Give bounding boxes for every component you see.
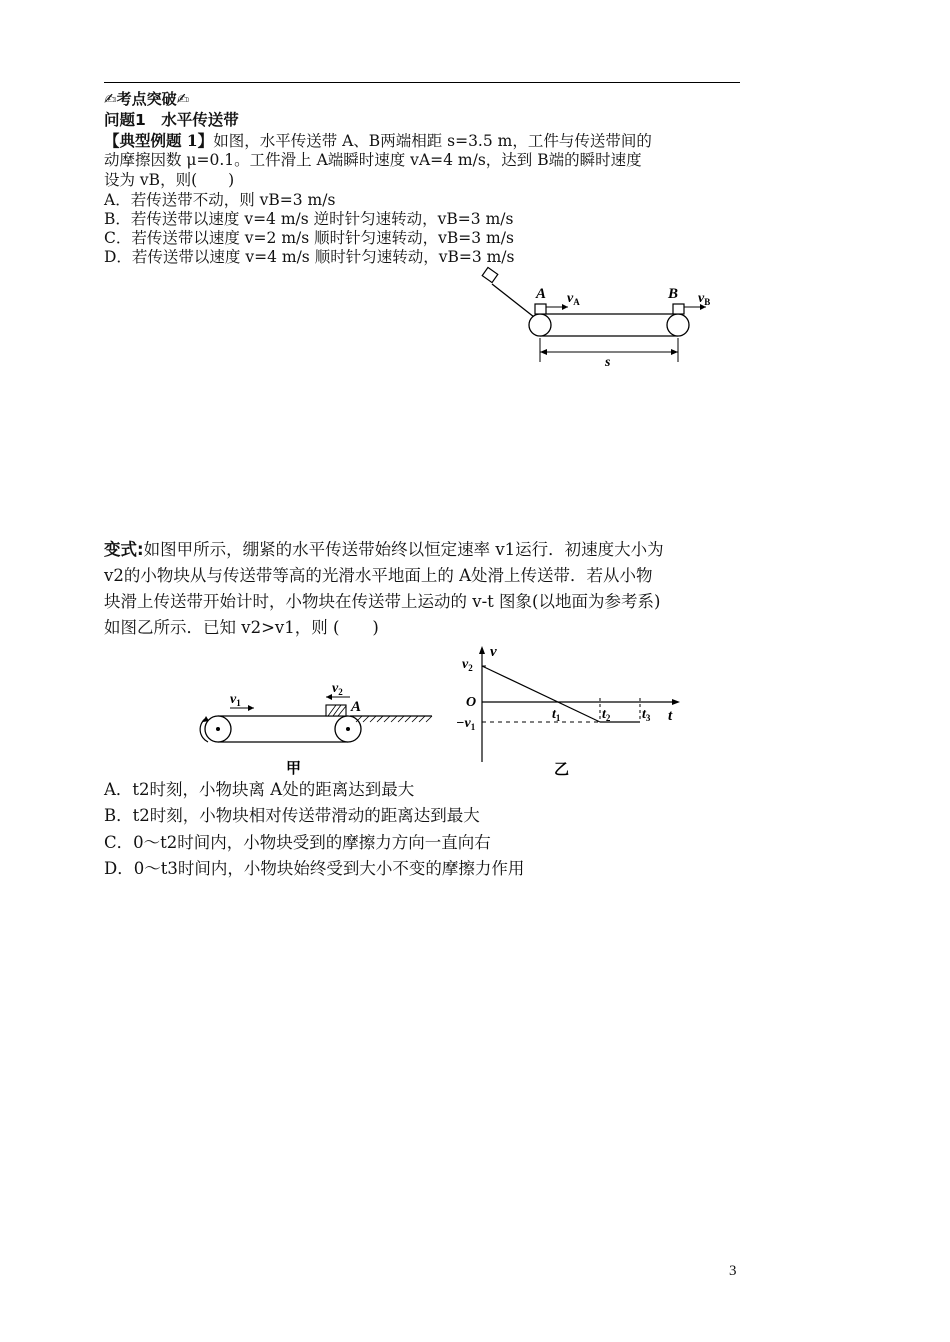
variant-line1-text: 如图甲所示，绷紧的水平传送带始终以恒定速率 v1运行．初速度大小为 (143, 540, 664, 559)
variant-line4: 如图乙所示．已知 v2>v1，则 ( ) (104, 618, 379, 637)
figure-jia (190, 672, 440, 778)
caption-yi: 乙 (554, 762, 570, 778)
problem1-line1 (104, 131, 652, 151)
label-b: B (668, 286, 679, 302)
label-t2: $t_2$ (602, 707, 611, 723)
header-rule (104, 82, 740, 83)
vt-decline (482, 666, 600, 722)
variant-option-a: A．t2时刻，小物块离 A处的距离达到最大 (104, 780, 415, 799)
incoming-block (482, 267, 498, 282)
v-axis-arrow (479, 646, 485, 654)
variant-line2: v2的小物块从与传送带等高的光滑水平地面上的 A处滑上传送带．若从小物 (104, 566, 653, 585)
variant-line3: 块滑上传送带开始计时，小物块在传送带上运动的 v-t 图象(以地面为参考系) (104, 592, 661, 611)
caption-jia: 甲 (286, 761, 302, 777)
section-marker: ✍考点突破✍ (104, 90, 190, 108)
label-neg-v1: $-v_1$ (456, 716, 476, 732)
problem1-option-d: D．若传送带以速度 v=4 m/s 顺时针匀速转动，vB=3 m/s (104, 248, 515, 266)
label-v2-jia: $v_2$ (332, 681, 343, 697)
label-v: v (490, 644, 497, 660)
pulley-left-axle (216, 727, 220, 731)
problem1-option-a: A．若传送带不动，则 vB=3 m/s (104, 191, 336, 209)
problem1-option-c: C．若传送带以速度 v=2 m/s 顺时针匀速转动，vB=3 m/s (104, 229, 514, 247)
left-pulley (529, 314, 551, 336)
dim-arrow-left (540, 349, 547, 355)
arrow-v1-head (248, 705, 254, 711)
label-a-jia: A (351, 699, 362, 715)
label-v1-jia: $v_1$ (230, 692, 241, 708)
dim-arrow-right (671, 349, 678, 355)
conveyor-figure (470, 262, 730, 372)
label-t3: $t_3$ (642, 707, 651, 723)
block-at-b (673, 304, 684, 314)
pulley-right-axle (346, 727, 350, 731)
problem1-option-b: B．若传送带以速度 v=4 m/s 逆时针匀速转动，vB=3 m/s (104, 210, 514, 228)
variant-lead: 变式: (104, 540, 144, 559)
problem1-line3: 设为 vB，则( ) (104, 171, 235, 189)
variant-line1 (104, 537, 664, 563)
label-t: t (668, 708, 673, 724)
ground-hatch (356, 716, 432, 722)
variant-option-b: B．t2时刻，小物块相对传送带滑动的距离达到最大 (104, 806, 480, 825)
incoming-slope (492, 284, 534, 317)
label-vb: $v_B$ (698, 291, 711, 307)
figure-yi (452, 636, 692, 778)
right-pulley (667, 314, 689, 336)
label-va: $v_A$ (567, 291, 580, 307)
problem1-lead: 【典型例题 1】 (104, 131, 214, 150)
block-at-a (535, 304, 546, 314)
t-axis-arrow (672, 699, 680, 705)
label-o: O (466, 695, 477, 710)
problem-title: 问题1 水平传送带 (104, 111, 239, 129)
variant-option-c: C．0～t2时间内，小物块受到的摩擦力方向一直向右 (104, 833, 491, 852)
label-s: s (605, 355, 611, 370)
page-number: 3 (729, 1263, 737, 1279)
variant-option-d: D．0～t3时间内，小物块始终受到大小不变的摩擦力作用 (104, 859, 525, 878)
problem1-line1-text: 如图，水平传送带 A、B两端相距 s=3.5 m，工件与传送带间的 (213, 132, 652, 150)
label-t1: $t_1$ (552, 707, 561, 723)
problem1-line2: 动摩擦因数 μ=0.1。工件滑上 A端瞬时速度 vA=4 m/s，达到 B端的瞬时速度 (104, 151, 642, 169)
label-a: A (536, 286, 547, 302)
label-v2-yi: $v_2$ (462, 657, 473, 673)
